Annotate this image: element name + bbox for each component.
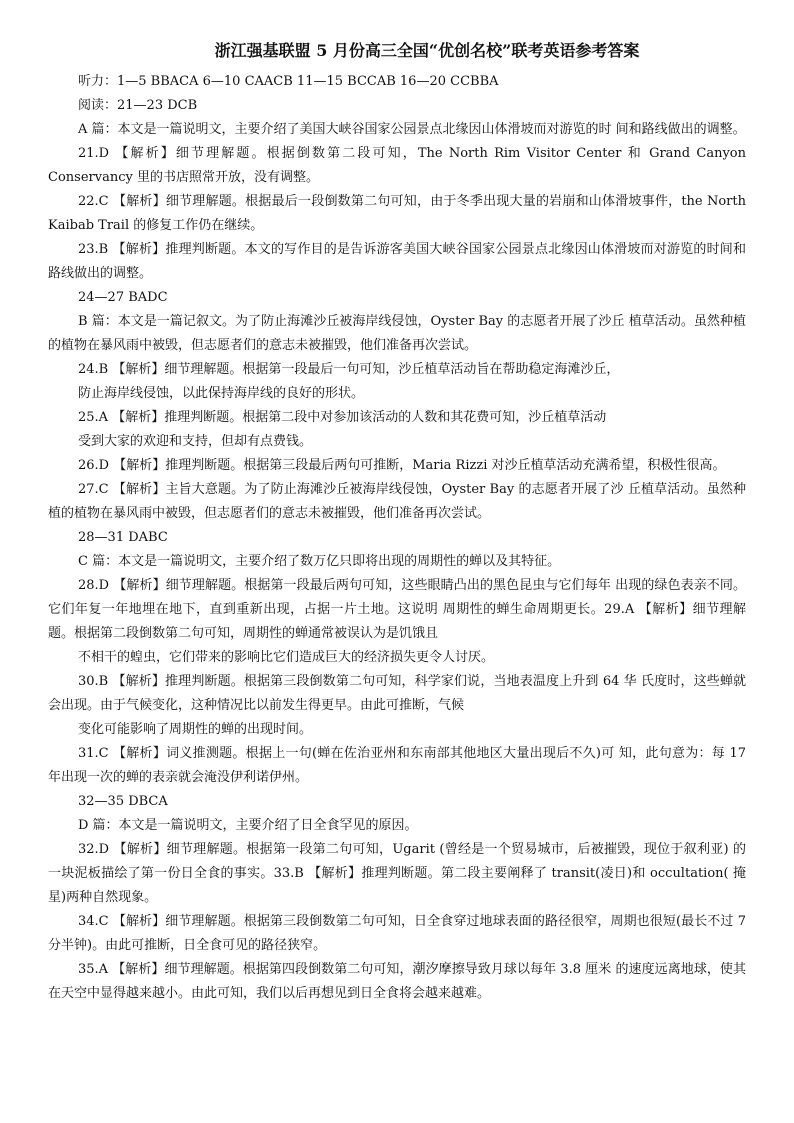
answers-32-35: 32—35 DBCA — [78, 794, 168, 809]
answers-24-27: 24—27 BADC — [78, 290, 168, 305]
page-title: 浙江强基联盟 5 月份高三全国“优创名校”联考英语参考答案 — [214, 41, 640, 60]
answer-25-cont: 受到大家的欢迎和支持，但却有点费钱。 — [78, 434, 313, 449]
answer-30: 30.B 【解析】推理判断题。根据第三段倒数第二句可知，科学家们说，当地表温度上升到 64 华 氏度时，这些蝉就会出现。由于气候变化，这种情况比以前发生得更早。由此可推断，气候 — [48, 674, 746, 713]
listening-answers: 听力：1—5 BBACA 6—10 CAACB 11—15 BCCAB 16—20 CCBBA — [78, 74, 499, 89]
passage-c-summary: C 篇：本文是一篇说明文，主要介绍了数万亿只即将出现的周期性的蝉以及其特征。 — [78, 554, 561, 569]
answer-26: 26.D 【解析】推理判断题。根据第三段最后两句可推断，Maria Rizzi 对沙丘植草活动充满希望，积极性很高。 — [78, 458, 726, 473]
passage-a-summary: A 篇：本文是一篇说明文，主要介绍了美国大峡谷国家公园景点北缘因山体滑坡而对游览的时 间和路线做出的调整。 — [78, 122, 746, 137]
answer-24: 24.B 【解析】细节理解题。根据第一段最后一句可知，沙丘植草活动旨在帮助稳定海滩沙丘， — [78, 362, 620, 377]
answer-21: 21.D 【解析】细节理解题。根据倒数第二段可知，The North Rim Visitor Center 和 Grand Canyon Conservancy 里的书店照常开放，没有调整。 — [48, 146, 746, 185]
passage-b-summary: B 篇：本文是一篇记叙文。为了防止海滩沙丘被海岸线侵蚀，Oyster Bay 的志愿者开展了沙丘 植草活动。虽然种植的植物在暴风雨中被毁，但志愿者们的意志未被摧毁，他们准备再次尝试。 — [48, 314, 746, 353]
answer-29-cont: 不相干的蝗虫，它们带来的影响比它们造成巨大的经济损失更令人讨厌。 — [78, 650, 495, 665]
answer-27: 27.C 【解析】主旨大意题。为了防止海滩沙丘被海岸线侵蚀，Oyster Bay 的志愿者开展了沙 丘植草活动。虽然种植的植物在暴风雨中被毁，但志愿者们的意志未被摧毁，他们准备再次尝试。 — [48, 482, 746, 521]
answer-35: 35.A 【解析】细节理解题。根据第四段倒数第二句可知，潮汐摩擦导致月球以每年 3.8 厘米 的速度远离地球，使其在天空中显得越来越小。由此可知，我们以后再想见到日全食将会越来越难。 — [48, 962, 746, 1001]
passage-d-summary: D 篇：本文是一篇说明文，主要介绍了日全食罕见的原因。 — [78, 818, 418, 833]
reading-answers-21-23: 阅读：21—23 DCB — [78, 98, 198, 113]
answer-30-cont: 变化可能影响了周期性的蝉的出现时间。 — [78, 722, 313, 737]
answer-24-cont: 防止海岸线侵蚀，以此保持海岸线的良好的形状。 — [78, 386, 365, 401]
answer-32-33: 32.D 【解析】细节理解题。根据第一段第二句可知，Ugarit (曾经是一个贸易城市，后被摧毁，现位于叙利亚) 的一块泥板描绘了第一份日全食的事实。33.B 【解析】推理判断题。第二段主要阐释了 transit(凌日)和 occultation( 掩星)两种自然现象。 — [48, 842, 746, 905]
answer-34: 34.C 【解析】细节理解题。根据第三段倒数第二句可知，日全食穿过地球表面的路径很窄，周期也很短(最长不过 7 分半钟)。由此可推断，日全食可见的路径狭窄。 — [48, 914, 746, 953]
answer-25: 25.A 【解析】推理判断题。根据第二段中对参加该活动的人数和其花费可知，沙丘植草活动 — [78, 410, 607, 425]
answer-28-29: 28.D 【解析】细节理解题。根据第一段最后两句可知，这些眼睛凸出的黑色昆虫与它们每年 出现的绿色表亲不同。它们年复一年地埋在地下，直到重新出现，占据一片土地。这说明 周期性的蝉生命周期更长。29.A 【解析】细节理解题。根据第二段倒数第二句可知，周期性的蝉通常被误认为是饥饿且 — [48, 578, 746, 641]
answer-31: 31.C 【解析】词义推测题。根据上一句(蝉在佐治亚州和东南部其他地区大量出现后不久)可 知，此句意为：每 17 年出现一次的蝉的表亲就会淹没伊利诺伊州。 — [48, 746, 746, 785]
answer-22: 22.C 【解析】细节理解题。根据最后一段倒数第二句可知，由于冬季出现大量的岩崩和山体滑坡事件，the North Kaibab Trail 的修复工作仍在继续。 — [48, 194, 746, 233]
answer-23: 23.B 【解析】推理判断题。本文的写作目的是告诉游客美国大峡谷国家公园景点北缘因山体滑坡而对游览的时间和路线做出的调整。 — [48, 242, 746, 281]
answers-28-31: 28—31 DABC — [78, 530, 168, 545]
